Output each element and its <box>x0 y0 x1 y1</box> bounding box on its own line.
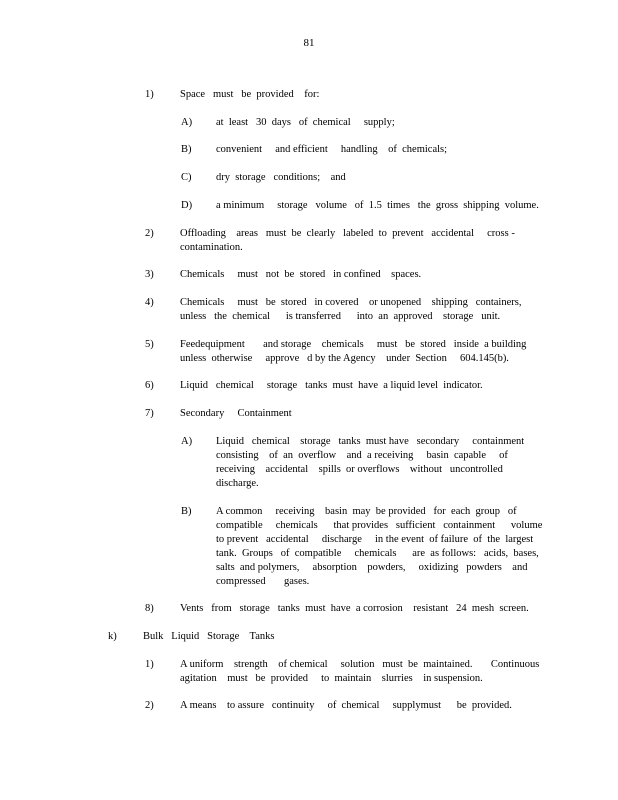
item-text: Offloading areas must be clearly labeled to prevent accidental cross - <box>180 228 515 239</box>
item-text: convenient and efficient handling of chemicals; <box>216 144 448 155</box>
item-text: Feedequipment and storage chemicals must be stored inside a building <box>180 339 527 350</box>
item-text: A uniform strength of chemical solution must be maintained. Continuous <box>180 659 540 670</box>
item-text: Vents from storage tanks must have a corrosion resistant 24 mesh screen. <box>180 603 529 614</box>
item-text: A common receiving basin may be provided for each group of <box>216 506 517 517</box>
item-text: receiving accidental spills or overflows without uncontrolled <box>216 464 503 475</box>
item-text: Secondary Containment <box>180 408 292 419</box>
item-text: A means to assure continuity of chemical supplymust be provided. <box>180 700 512 711</box>
item-text: Space must be provided for: <box>180 89 320 100</box>
item-text: contamination. <box>180 242 243 253</box>
item-label: 3) <box>145 269 154 280</box>
item-text: tank. Groups of compatible chemicals are as follows: acids, bases, <box>216 548 539 559</box>
item-label: D) <box>181 200 193 211</box>
item-text: Liquid chemical storage tanks must have secondary containment <box>216 436 525 447</box>
item-text: compressed gases. <box>216 576 310 587</box>
page-number: 81 <box>303 37 315 49</box>
item-text: Liquid chemical storage tanks must have a liquid level indicator. <box>180 380 483 391</box>
item-label: 2) <box>145 700 154 711</box>
item-text: consisting of an overflow and a receiving basin capable of <box>216 450 508 461</box>
item-label: C) <box>181 172 192 183</box>
item-label: 2) <box>145 228 154 239</box>
item-label: A) <box>181 436 193 447</box>
item-label: 7) <box>145 408 154 419</box>
item-text: Chemicals must not be stored in confined spaces. <box>180 269 422 280</box>
item-text: unless the chemical is transferred into an approved storage unit. <box>180 311 501 322</box>
item-text: unless otherwise approve d by the Agency under Section 604.145(b). <box>180 353 509 364</box>
item-label: B) <box>181 506 192 517</box>
item-label: A) <box>181 117 193 128</box>
item-text: at least 30 days of chemical supply; <box>216 117 395 128</box>
item-text: Bulk Liquid Storage Tanks <box>143 631 275 642</box>
item-text: salts and polymers, absorption powders, oxidizing powders and <box>216 562 528 573</box>
item-text: Chemicals must be stored in covered or unopened shipping containers, <box>180 297 522 308</box>
item-label: 1) <box>145 89 154 100</box>
item-label: B) <box>181 144 192 155</box>
item-text: discharge. <box>216 478 259 489</box>
item-label: 4) <box>145 297 154 308</box>
item-text: compatible chemicals that provides sufficient containment volume <box>216 520 543 531</box>
item-text: agitation must be provided to maintain slurries in suspension. <box>180 673 483 684</box>
item-label: 6) <box>145 380 154 391</box>
item-text: a minimum storage volume of 1.5 times the gross shipping volume. <box>216 200 539 211</box>
item-label: k) <box>108 631 117 642</box>
item-text: dry storage conditions; and <box>216 172 346 183</box>
item-label: 1) <box>145 659 154 670</box>
item-label: 8) <box>145 603 154 614</box>
item-label: 5) <box>145 339 154 350</box>
item-text: to prevent accidental discharge in the event of failure of the largest <box>216 534 534 545</box>
